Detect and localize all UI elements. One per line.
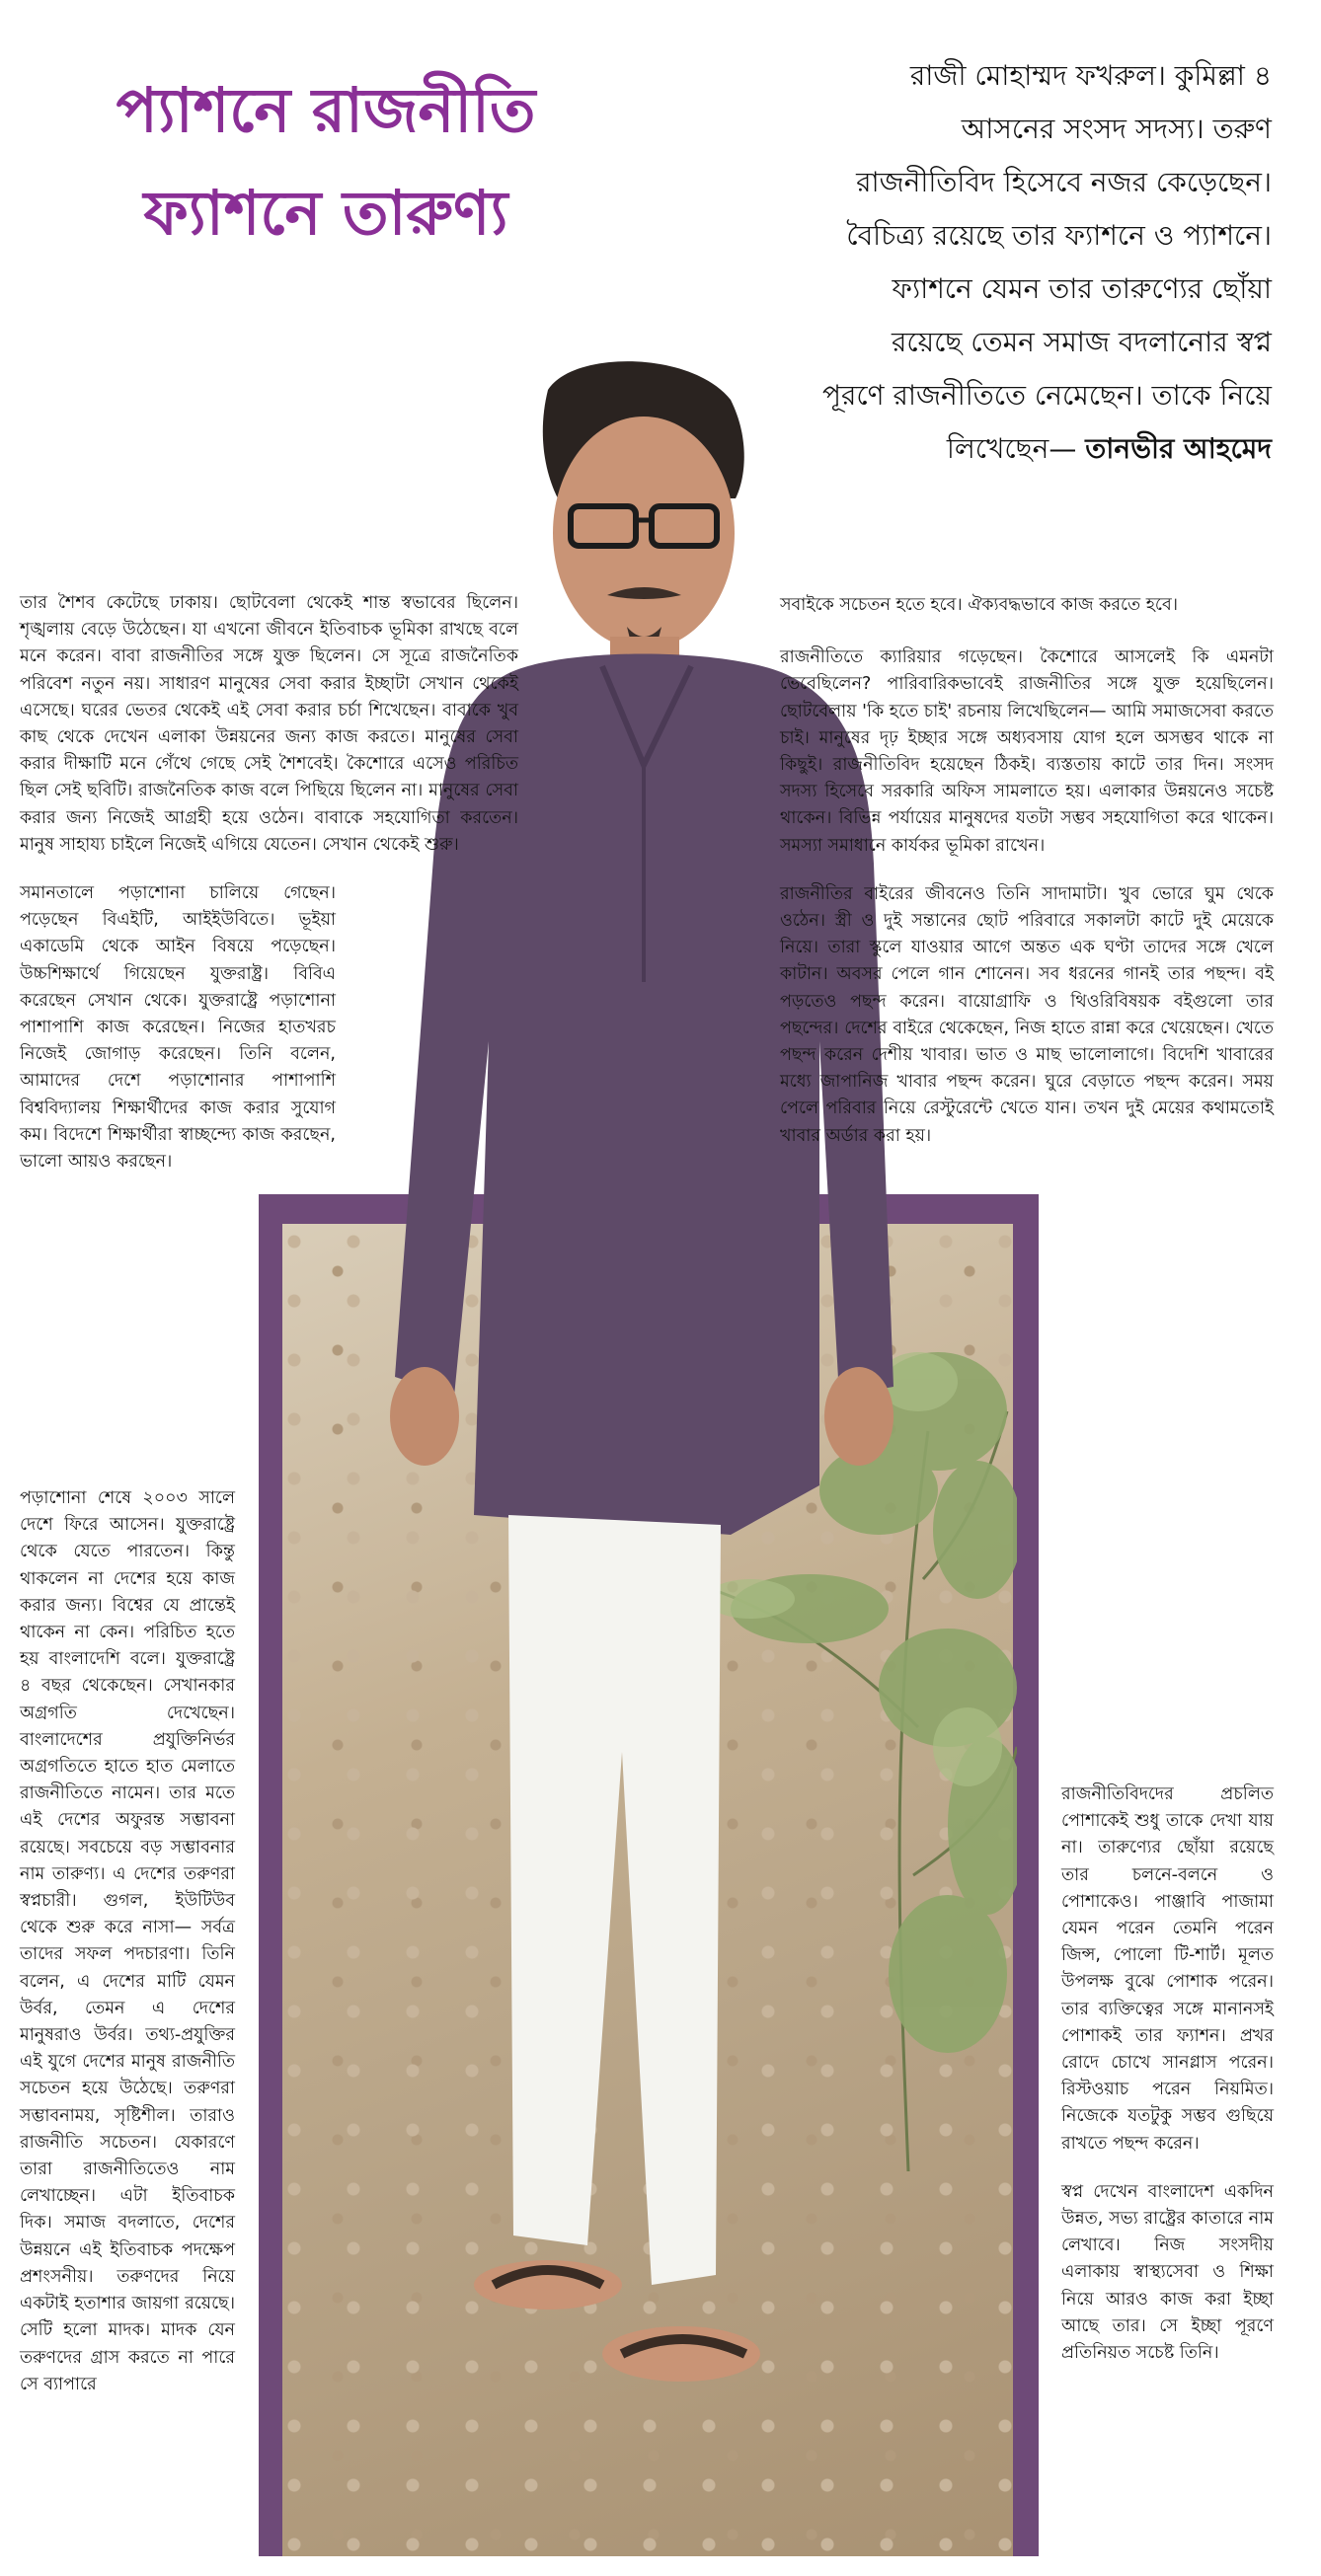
left-column-bottom xyxy=(20,1485,235,2420)
intro-line: রয়েছে তেমন সমাজ বদলানোর স্বপ্ন xyxy=(891,326,1272,358)
right-column-top xyxy=(780,592,1274,1172)
intro-line: রাজী মোহাম্মদ ফখরুল। কুমিল্লা ৪ xyxy=(909,59,1272,92)
paragraph-fashion: রাজনীতিবিদদের প্রচলিত পোশাকেই শুধু তাকে দেখা যায় না। তারুণ্যের ছোঁয়া রয়েছে তার চলনে-বলনে ও পোশাকেও। পাঞ্জাবি পাজামা যেমন পরেন তেমনি পরেন জিন্স, পোলো টি-শার্ট। মূলত উপলক্ষ বুঝে পোশাক পরেন। তার ব্যক্তিত্বের সঙ্গে মানানসই পোশাকই তার ফ্যাশন। প্রখর রোদে চোখে সানগ্লাস পরেন। রিস্টওয়াচ পরেন নিয়মিত। নিজেকে যতটুকু সম্ভব গুছিয়ে রাখতে পছন্দ করেন। xyxy=(1061,1784,1274,2154)
intro-line: পূরণে রাজনীতিতে নেমেছেন। তাকে নিয়ে xyxy=(821,379,1272,412)
paragraph-career: রাজনীতিতে ক্যারিয়ার গড়েছেন। কৈশোরে আসলেই কি এমনটা ভেবেছিলেন? পারিবারিকভাবেই রাজনীতির সঙ্গে যুক্ত হয়েছিলেন। ছোটবেলায় 'কি হতে চাই' রচনায় লিখেছিলেন— আমি সমাজসেবা করতে চাই। মানুষের দৃঢ় ইচ্ছার সঙ্গে অধ্যবসায় যোগ হলে অসম্ভব থাকে না কিছুই। রাজনীতিবিদ হয়েছেন ঠিকই। ব্যস্ততায় কাটে তার দিন। সংসদ সদস্য হিসেবে সরকারি অফিস সামলাতে হয়। এলাকার উন্নয়নেও সচেষ্ট থাকেন। বিভিন্ন পর্যায়ের মানুষদের যতটা সম্ভব সহযোগিতা করে থাকেন। সমস্যা সমাধানে কার্যকর ভূমিকা রাখেন। xyxy=(780,647,1274,856)
headline-line-1: প্যাশনে রাজনীতি xyxy=(116,74,536,146)
paragraph-return-home: পড়াশোনা শেষে ২০০৩ সালে দেশে ফিরে আসেন। যুক্তরাষ্ট্রে থেকে যেতে পারতেন। কিন্তু থাকলেন না দেশের হয়ে কাজ করার জন্য। বিশ্বের যে প্রান্তেই থাকেন না কেন। পরিচিত হতে হয় বাংলাদেশি বলে। যুক্তরাষ্ট্রে ৪ বছর থেকেছেন। সেখানকার অগ্রগতি দেখেছেন। বাংলাদেশের প্রযুক্তিনির্ভর অগ্রগতিতে হাতে হাত মেলাতে রাজনীতিতে নামেন। তার মতে এই দেশের অফুরন্ত সম্ভাবনা রয়েছে। সবচেয়ে বড় সম্ভাবনার নাম তারুণ্য। এ দেশের তরুণরা স্বপ্নচারী। গুগল, ইউটিউব থেকে শুরু করে নাসা— সর্বত্র তাদের সফল পদচারণা। তিনি বলেন, এ দেশের মাটি যেমন উর্বর, তেমন এ দেশের মানুষরাও উর্বর। তথ্য-প্রযুক্তির এই যুগে দেশের মানুষ রাজনীতি সচেতন হয়ে উঠেছে। তরুণরা সম্ভাবনাময়, সৃষ্টিশীল। তারাও রাজনীতি সচেতন। যেকারণে তারা রাজনীতিতেও নাম লেখাচ্ছেন। এটা ইতিবাচক দিক। সমাজ বদলাতে, দেশের উন্নয়নে এই ইতিবাচক পদক্ষেপ প্রশংসনীয়। তরুণদের নিয়ে একটাই হতাশার জায়গা রয়েছে। সেটি হলো মাদক। মাদক যেন তরুণদের গ্রাস করতে না পারে সে ব্যাপারে xyxy=(20,1488,235,2394)
paragraph-dream: স্বপ্ন দেখেন বাংলাদেশ একদিন উন্নত, সভ্য রাষ্ট্রের কাতারে নাম লেখাবে। নিজ সংসদীয় এলাকায় স্বাস্থ্যসেবা ও শিক্ষা নিয়ে আরও কাজ করা ইচ্ছা আছে তার। সে ইচ্ছা পূরণে প্রতিনিয়ত সচেষ্ট তিনি। xyxy=(1061,2181,1274,2364)
paragraph-personal-life: রাজনীতির বাইরের জীবনেও তিনি সাদামাটা। খুব ভোরে ঘুম থেকে ওঠেন। স্ত্রী ও দুই সন্তানের ছোট পরিবারে সকালটা কাটে দুই মেয়েকে নিয়ে। তারা স্কুলে যাওয়ার আগে অন্তত এক ঘণ্টা তাদের সঙ্গে খেলে কাটান। অবসর পেলে গান শোনেন। সব ধরনের গানই তার পছন্দ। বই পড়তেও পছন্দ করেন। বায়োগ্রাফি ও থিওরিবিষয়ক বইগুলো তার পছন্দের। দেশের বাইরে থেকেছেন, নিজ হাতে রান্না করে খেয়েছেন। খেতে পছন্দ করেন দেশীয় খাবার। ভাত ও মাছ ভালোলাগে। বিদেশি খাবারের মধ্যে জাপানিজ খাবার পছন্দ করেন। ঘুরে বেড়াতে পছন্দ করেন। সময় পেলে পরিবার নিয়ে রেস্টুরেন্টে খেতে যান। তখন দুই মেয়ের কথামতোই খাবার অর্ডার করা হয়। xyxy=(780,883,1274,1146)
byline-prefix: লিখেছেন— xyxy=(946,432,1086,465)
intro-line: রাজনীতিবিদ হিসেবে নজর কেড়েছেন। xyxy=(856,166,1272,198)
paragraph-education: সমানতালে পড়াশোনা চালিয়ে গেছেন। পড়েছেন বিএইটি, আইইউবিতে। ভূইয়া একাডেমি থেকে আইন বিষয়ে পড়েছেন। উচ্চশিক্ষার্থে গিয়েছেন যুক্তরাষ্ট্র। বিবিএ করেছেন সেখান থেকে। যুক্তরাষ্ট্রে পড়াশোনা পাশাপাশি কাজ করেছেন। নিজের হাতখরচ নিজেই জোগাড় করেছেন। তিনি বলেন, আমাদের দেশে পড়াশোনার পাশাপাশি বিশ্ববিদ্যালয় শিক্ষার্থীদের কাজ করার সুযোগ কম। বিদেশে শিক্ষার্থীরা স্বাচ্ছন্দ্যে কাজ করছেন, ভালো আয়ও করছেন। xyxy=(20,883,336,1173)
paragraph-continuation: সবাইকে সচেতন হতে হবে। ঐক্যবদ্ধভাবে কাজ করতে হবে। xyxy=(780,595,1178,615)
byline-name: তানভীর আহমেদ xyxy=(1085,432,1272,465)
paragraph-childhood: তার শৈশব কেটেছে ঢাকায়। ছোটবেলা থেকেই শান্ত স্বভাবের ছিলেন। শৃঙ্খলায় বেড়ে উঠেছেন। যা এখনো জীবনে ইতিবাচক ভূমিকা রাখছে বলে মনে করেন। বাবা রাজনীতির সঙ্গে যুক্ত ছিলেন। সে সূত্রে রাজনৈতিক পরিবেশ নতুন নয়। সাধারণ মানুষের সেবা করার ইচ্ছাটা সেখান থেকেই এসেছে। ঘরের ভেতর থেকেই এই সেবা করার চর্চা শিখেছেন। বাবাকে খুব কাছ থেকে দেখেন এলাকা উন্নয়নের জন্য কাজ করতে। মানুষের সেবা করার দীক্ষাটি মনে গেঁথে গেছে সেই শৈশবেই। কৈশোরে এসেও পরিচিত ছিল সেই ছবিটি। রাজনৈতিক কাজ বলে পিছিয়ে ছিলেন না। মানুষের সেবা করার জন্য নিজেই আগ্রহী হয়ে ওঠেন। বাবাকে সহযোগিতা করতেন। মানুষ সাহায্য চাইলে নিজেই এগিয়ে যেতেন। সেখান থেকেই শুরু। xyxy=(20,593,518,855)
intro-line: ফ্যাশনে যেমন তার তারুণ্যের ছোঁয়া xyxy=(892,272,1272,305)
intro-line: বৈচিত্র্য রয়েছে তার ফ্যাশনে ও প্যাশনে। xyxy=(846,219,1272,252)
left-column-top xyxy=(20,590,518,1197)
headline-line-2: ফ্যাশনে তারুণ্য xyxy=(143,177,508,249)
right-column-bottom xyxy=(1061,1781,1274,2388)
intro-line: আসনের সংসদ সদস্য। তরুণ xyxy=(961,113,1272,145)
headline xyxy=(30,59,622,265)
